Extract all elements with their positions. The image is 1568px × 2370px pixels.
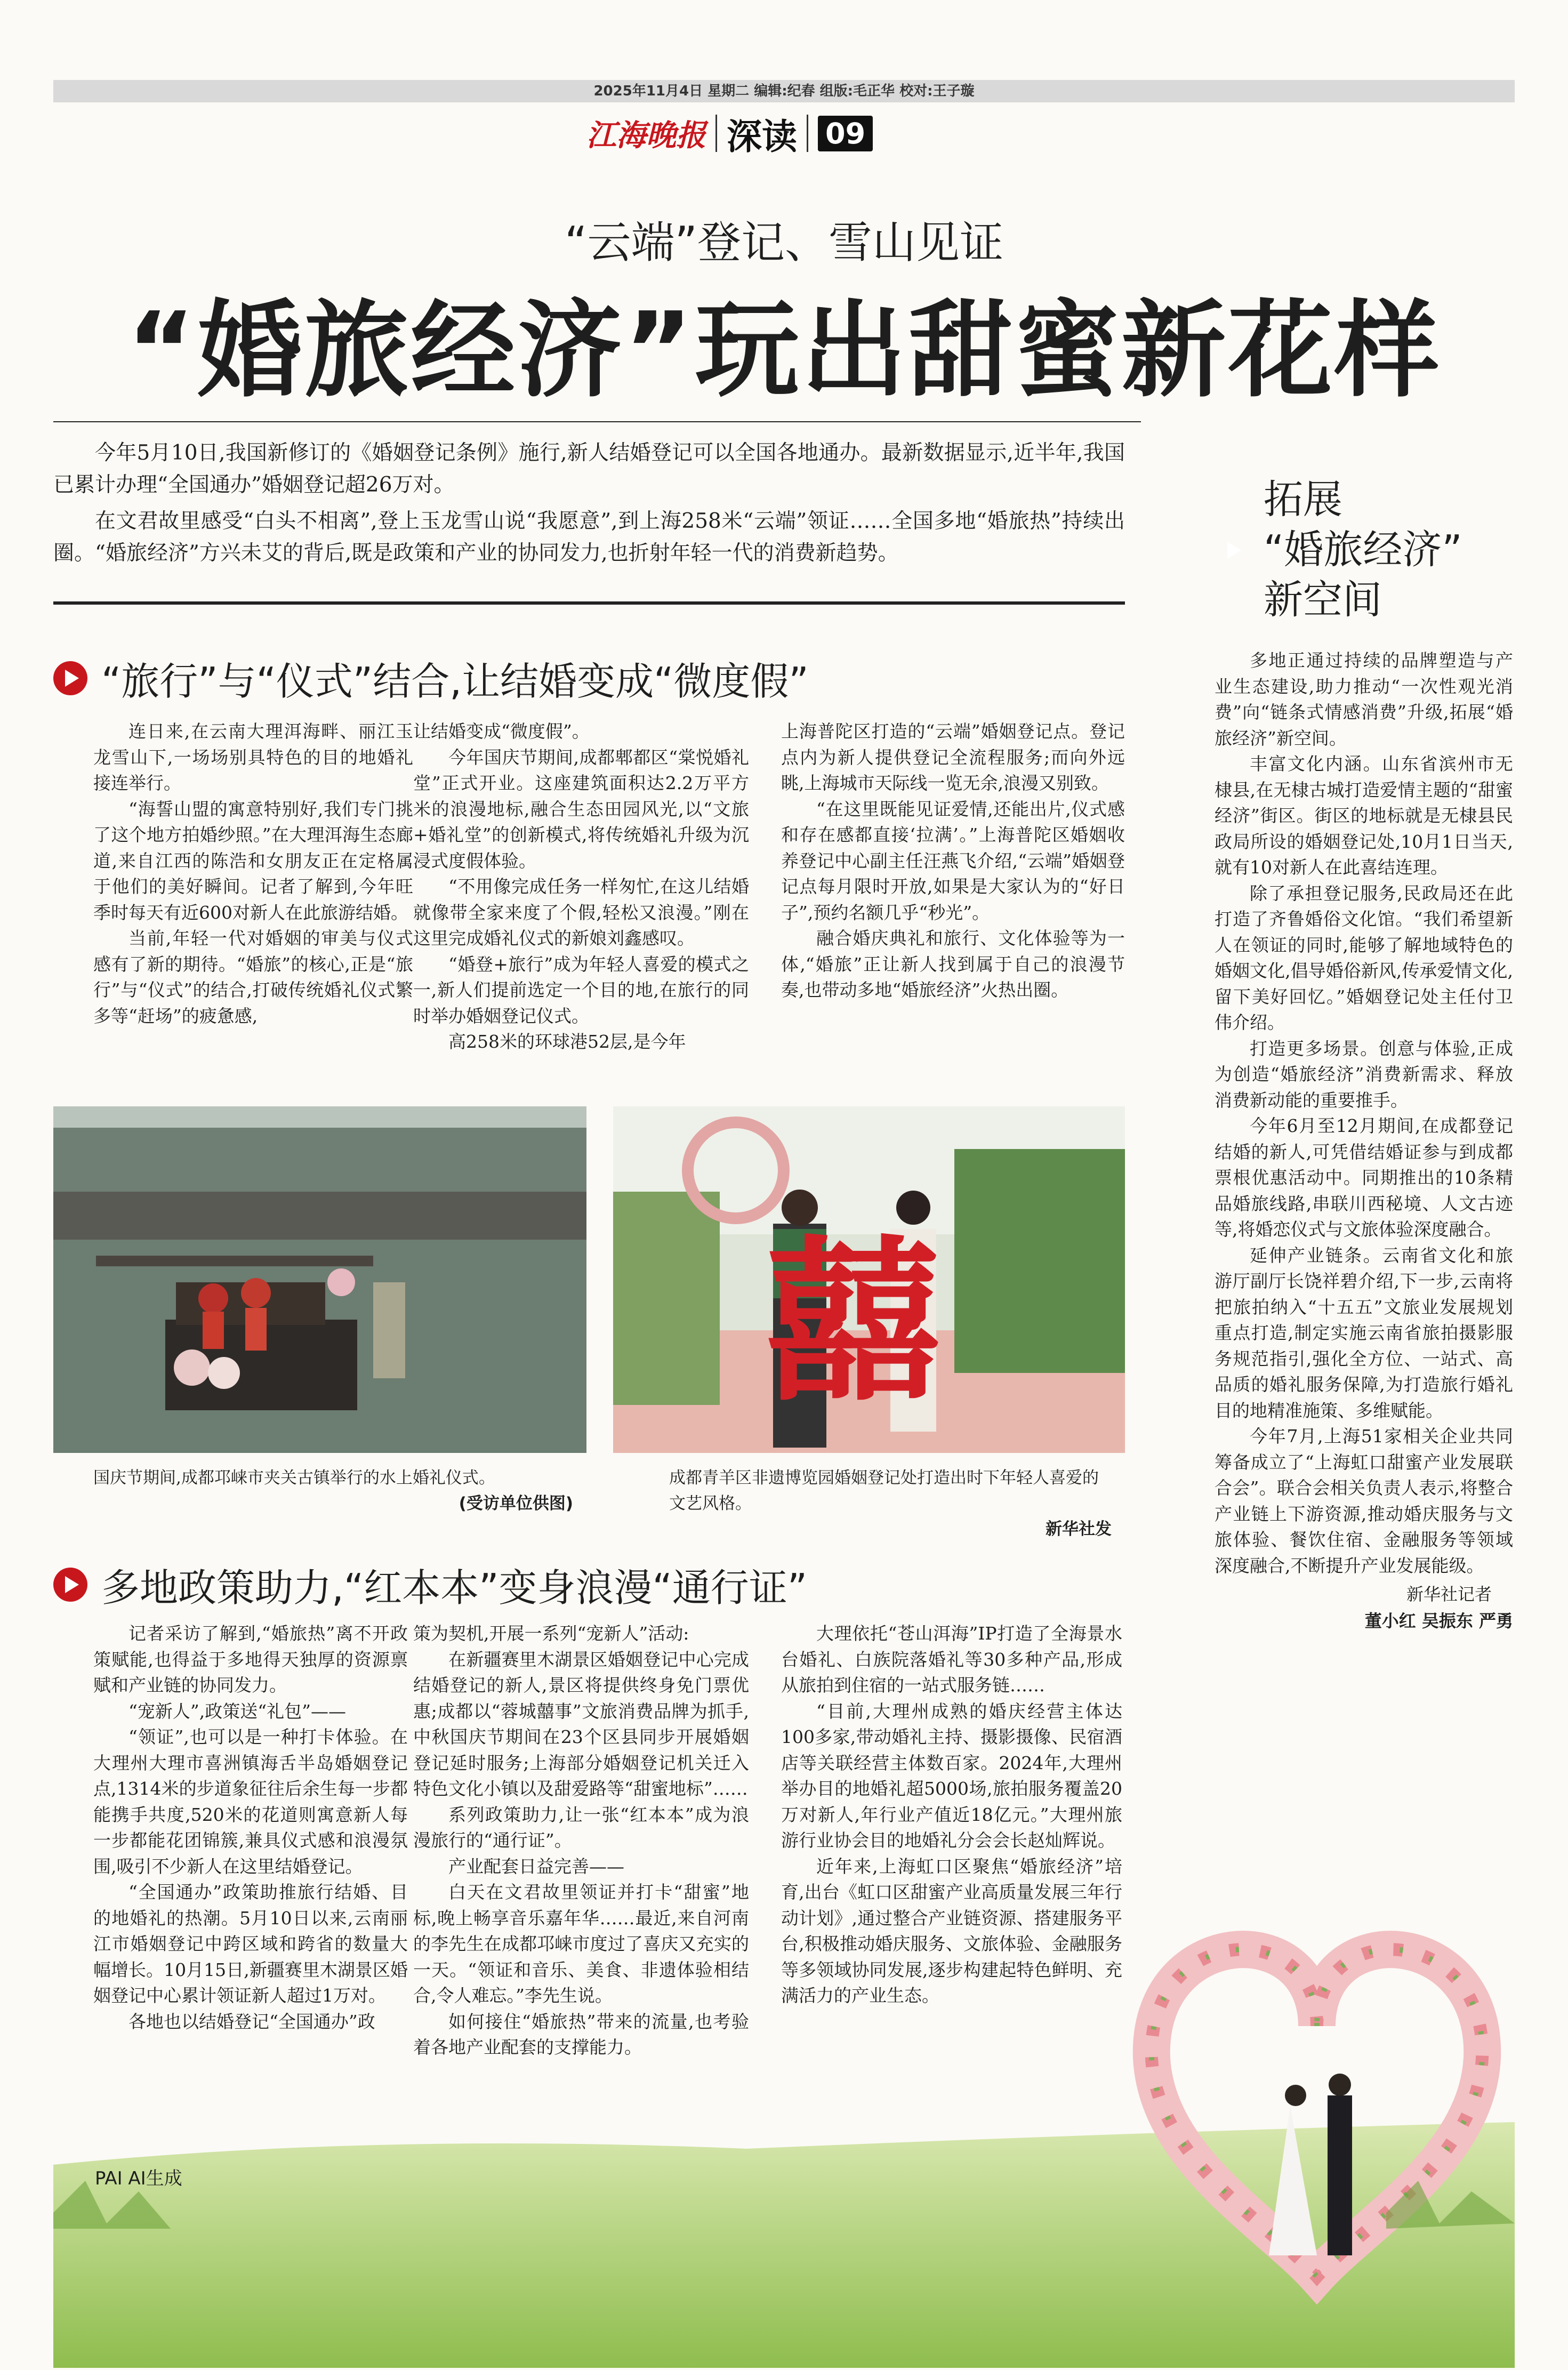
double-happiness-sign: 囍: [765, 1220, 941, 1425]
section1-column-3: [781, 719, 1125, 1003]
paragraph: 白天在文君故里领证并打卡“甜蜜”地标,晚上畅享音乐嘉年华……最近,来自河南的李先生在成都邛崃市度过了喜庆又充实的一天。“领证和音乐、美食、非遗体验相结合,令人难忘。”李先生说。: [413, 1882, 749, 2006]
paragraph: 上海普陀区打造的“云端”婚姻登记点。登记点内为新人提供登记全流程服务;而向外远眺,上海城市天际线一览无余,浪漫又别致。: [781, 721, 1125, 793]
paragraph: 延伸产业链条。云南省文化和旅游厅副厅长饶祥碧介绍,下一步,云南将把旅拍纳入“十五五”文旅业发展规划重点打造,制定实施云南省旅拍摄影服务规范指引,强化全方位、一站式、高品质的婚礼服务保障,为打造旅行婚礼目的地精准施策、多维赋能。: [1215, 1244, 1513, 1421]
paragraph: 连日来,在云南大理洱海畔、丽江玉龙雪山下,一场场别具特色的目的地婚礼接连举行。: [93, 721, 413, 793]
water-wedding-illustration: [53, 1106, 586, 1453]
paragraph: 系列政策助力,让一张“红本本”成为浪漫旅行的“通行证”。: [413, 1804, 749, 1851]
page-number: 09: [818, 116, 873, 151]
sidebar-heading-text: [1264, 475, 1462, 625]
paragraph: 高258米的环球港52层,是今年: [448, 1031, 686, 1052]
caption-credit: 新华社发: [1046, 1520, 1112, 1539]
caption-credit: (受访单位供图): [459, 1494, 573, 1513]
paragraph: 今年6月至12月期间,在成都登记结婚的新人,可凭借结婚证参与到成都票根优惠活动中。同期推出的10条精品婚旅线路,串联川西秘境、人文古迹等,将婚恋仪式与文旅体验深度融合。: [1215, 1115, 1513, 1240]
section1-column-1: [93, 719, 413, 1029]
left-photo-caption: [93, 1465, 573, 1516]
water-wedding-photo: [53, 1106, 586, 1453]
paragraph: “在这里既能见证爱情,还能出片,仪式感和存在感都直接‘拉满’。”上海普陀区婚姻收养登记中心副主任汪燕飞介绍,“云端”婚姻登记点每月限时开放,如果是大家认为的“好日子”,预约名额几乎“秒光”。: [781, 798, 1125, 923]
heart-arch-illustration: [0, 1882, 1568, 2368]
caption-text: 成都青羊区非遗博览园婚姻登记处打造出时下年轻人喜爱的文艺风格。: [669, 1468, 1099, 1513]
registry-photo: [613, 1106, 1125, 1453]
section1-column-2: [413, 719, 749, 1055]
lead-paragraphs: [53, 437, 1125, 574]
byline-agency: 新华社记者: [1406, 1584, 1492, 1604]
paragraph: 大理依托“苍山洱海”IP打造了全海景水台婚礼、白族院落婚礼等30多种产品,形成从旅拍到住宿的一站式服务链……: [781, 1623, 1122, 1696]
illustration-credit: PAI AI生成: [95, 2168, 182, 2189]
paragraph: 融合婚庆典礼和旅行、文化体验等为一体,“婚旅”正让新人找到属于自己的浪漫节奏,也带动多地“婚旅经济”火热出圈。: [781, 928, 1125, 1000]
paragraph: 产业配套日益完善——: [448, 1855, 624, 1877]
play-triangle-icon: [53, 1568, 87, 1602]
masthead-divider: [807, 115, 808, 152]
paragraph: 打造更多场景。创意与体验,正成为创造“婚旅经济”消费新需求、释放消费新动能的重要推手。: [1215, 1038, 1513, 1111]
sidebar-heading-line: 拓展: [1264, 477, 1342, 523]
paragraph: “不用像完成任务一样匆忙,在这儿结婚就像带全家来度了个假,轻松又浪漫。”刚在这里完成婚礼仪式的新娘刘鑫感叹。: [413, 876, 749, 949]
paragraph: 今年国庆节期间,成都郫都区“棠悦婚礼堂”正式开业。这座建筑面积达2.2万平方米的浪漫地标,融合生态田园风光,以“文旅+婚礼堂”的创新模式,将传统婚礼升级为沉浸式度假体验。: [413, 746, 749, 871]
header-meta: 2025年11月4日 星期二 编辑:纪春 组版:毛正华 校对:王子璇: [593, 83, 975, 99]
paragraph: 多地正通过持续的品牌塑造与产业生态建设,助力推动“一次性观光消费”向“链条式情感消费”升级,拓展“婚旅经济”新空间。: [1215, 650, 1513, 749]
paragraph: “海誓山盟的寓意特别好,我们专门挑了这个地方拍婚纱照。”在大理洱海生态廊道,来自江西的陈浩和女朋友正在定格属于他们的美好瞬间。记者了解到,今年旺季时每天有近600对新人在此旅游结婚。: [93, 798, 413, 923]
play-triangle-icon: [53, 661, 87, 695]
lead-paragraph: 今年5月10日,我国新修订的《婚姻登记条例》施行,新人结婚登记可以全国各地通办。最新数据显示,近半年,我国已累计办理“全国通办”婚姻登记超26万对。: [53, 441, 1125, 497]
sidebar-column: [1215, 648, 1513, 1634]
registry-illustration: [613, 1106, 1125, 1453]
paragraph: 策为契机,开展一系列“宠新人”活动:: [413, 1623, 689, 1644]
paragraph: “目前,大理州成熟的婚庆经营主体达100多家,带动婚礼主持、摄影摄像、民宿酒店等关联经营主体数百家。2024年,大理州举办目的地婚礼超5000场,旅拍服务覆盖20万对新人,年行业产值近18亿元。”大理州旅游行业协会目的地婚礼分会会长赵灿辉说。: [781, 1700, 1122, 1851]
lead-bottom-rule: [53, 601, 1125, 605]
caption-text: 国庆节期间,成都邛崃市夹关古镇举行的水上婚礼仪式。: [93, 1468, 495, 1488]
paragraph: 记者采访了解到,“婚旅热”离不开政策赋能,也得益于多地得天独厚的资源禀赋和产业链的协同发力。: [93, 1623, 408, 1696]
paragraph: “领证”,也可以是一种打卡体验。在大理州大理市喜洲镇海舌半岛婚姻登记点,1314米的步道象征往后余生每一步都能携手共度,520米的花道则寓意新人每一步都能花团锦簇,兼具仪式感和浪漫氛围,吸引不少新人在这里结婚登记。: [93, 1726, 408, 1877]
masthead-divider: [715, 115, 717, 152]
paper-logo: 江海晚报: [586, 118, 706, 153]
section1-heading-text: “旅行”与“仪式”结合,让结婚变成“微度假”: [101, 659, 809, 704]
section1-heading: [53, 650, 809, 706]
paragraph: 近年来,上海虹口区聚焦“婚旅经济”培育,出台《虹口区甜蜜产业高质量发展三年行动计划》,通过整合产业链资源、搭建服务平台,积极推动婚庆服务、文旅体验、金融服务等多领域协同发展,逐步构建起特色鲜明、充满活力的产业生态。: [781, 1855, 1122, 2006]
byline-reporters: 董小红 吴振东 严勇: [1364, 1611, 1513, 1631]
paragraph: 在新疆赛里木湖景区婚姻登记中心完成结婚登记的新人,景区将提供终身免门票优惠;成都以“蓉城囍事”文旅消费品牌为抓手,中秋国庆节期间在23个区县同步开展婚姻登记延时服务;上海部分婚姻登记机关迁入特色文化小镇以及甜爱路等“甜蜜地标”……: [413, 1649, 749, 1799]
paragraph: 今年7月,上海51家相关企业共同筹备成立了“上海虹口甜蜜产业发展联合会”。联合会相关负责人表示,将整合产业链上下游资源,推动婚庆服务与文旅体验、餐饮住宿、金融服务等领域深度融合,不断提升产业发展能级。: [1215, 1426, 1513, 1576]
section-name: 深读: [727, 115, 797, 157]
wedding-illustration: [0, 1882, 1568, 2368]
sidebar-heading-line: 新空间: [1264, 577, 1382, 623]
lead-paragraph: 在文君故里感受“白头不相离”,登上玉龙雪山说“我愿意”,到上海258米“云端”领证……全国多地“婚旅热”持续出圈。“婚旅经济”方兴未艾的背后,既是政策和产业的协同发力,也折射年轻一代的消费新趋势。: [53, 509, 1125, 565]
masthead: [586, 109, 873, 157]
section2-heading-text: 多地政策助力,“红本本”变身浪漫“通行证”: [101, 1565, 808, 1610]
sidebar-heading-line: “婚旅经济”: [1264, 527, 1462, 573]
paragraph: 当前,年轻一代对婚姻的审美与仪式感有了新的期待。“婚旅”的核心,正是“旅行”与“仪式”的结合,打破传统婚礼仪式繁多等“赶场”的疲惫感,: [93, 928, 413, 1026]
section2-heading: [53, 1557, 807, 1612]
headline-subtitle: “云端”登记、雪山见证: [565, 218, 1003, 268]
sidebar-heading: [1216, 475, 1462, 625]
paragraph: 各地也以结婚登记“全国通办”政: [128, 2011, 375, 2032]
lead-top-rule: [53, 421, 1141, 422]
paragraph: 丰富文化内涵。山东省滨州市无棣县,在无棣古城打造爱情主题的“甜蜜经济”街区。街区的地标就是无棣县民政局所设的婚姻登记处,10月1日当天,就有10对新人在此喜结连理。: [1215, 753, 1513, 878]
paragraph: “宠新人”,政策送“礼包”——: [128, 1700, 346, 1722]
paragraph: “全国通办”政策助推旅行结婚、目的地婚礼的热潮。5月10日以来,云南丽江市婚姻登记中跨区域和跨省的数量大幅增长。10月15日,新疆赛里木湖景区婚姻登记中心累计领证新人超过1万对。: [93, 1882, 408, 2006]
paragraph: 除了承担登记服务,民政局还在此打造了齐鲁婚俗文化馆。“我们希望新人在领证的同时,能够了解地域特色的婚姻文化,倡导婚俗新风,传承爱情文化,留下美好回忆。”婚姻登记处主任付卫伟介绍。: [1215, 882, 1513, 1033]
paragraph: “婚登+旅行”成为年轻人喜爱的模式之一,新人们提前选定一个目的地,在旅行的同时举办婚姻登记仪式。: [413, 953, 749, 1026]
paragraph: 如何接住“婚旅热”带来的流量,也考验着各地产业配套的支撑能力。: [413, 2011, 749, 2058]
headline-title: “婚旅经济”玩出甜蜜新花样: [126, 290, 1442, 412]
paragraph: 让结婚变成“微度假”。: [413, 721, 590, 742]
right-photo-caption: [669, 1465, 1112, 1542]
